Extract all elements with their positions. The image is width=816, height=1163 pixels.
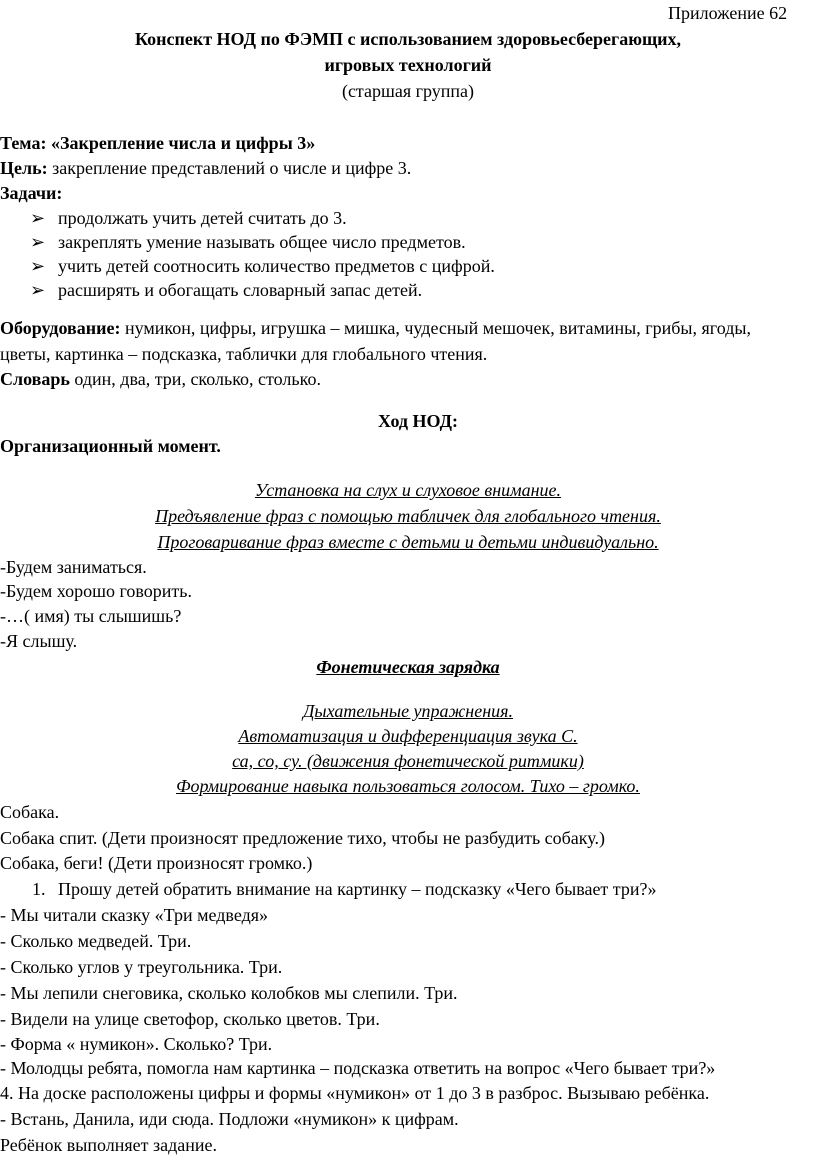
dialog-line: - Форма « нумикон». Сколько? Три. — [0, 1034, 273, 1054]
dog-line: Собака. — [0, 802, 60, 822]
title-line-1: Конспект НОД по ФЭМП с использованием здоровьесберегающих, — [134, 29, 682, 49]
dialog-line: Ребёнок выполняет задание. — [0, 1135, 218, 1155]
arrow-bullet-icon: ➢ — [30, 280, 46, 300]
tasks-label: Задачи: — [0, 183, 63, 203]
dog-line: Собака, беги! (Дети произносят громко.) — [0, 853, 313, 873]
dialog-line: - Сколько медведей. Три. — [0, 931, 192, 951]
org-moment-heading: Организационный момент. — [0, 436, 221, 456]
org-item: Установка на слух и слуховое внимание. — [254, 480, 562, 500]
phonetic-heading: Фонетическая зарядка — [316, 657, 500, 677]
task-item: ➢ закреплять умение называть общее число предметов. — [30, 232, 466, 252]
org-item: Предъявление фраз с помощью табличек для глобального чтения. — [155, 506, 661, 526]
appendix-label: Приложение 62 — [668, 3, 788, 23]
arrow-bullet-icon: ➢ — [30, 256, 46, 276]
course-heading: Ход НОД: — [378, 411, 459, 431]
dialog-line: - Молодцы ребята, помогла нам картинка – подсказка ответить на вопрос «Чего бывает три?» — [0, 1058, 716, 1078]
goal-text: закрепление представлений о числе и цифре 3. — [47, 158, 412, 178]
task-item: ➢ продолжать учить детей считать до 3. — [30, 208, 347, 228]
list-number: 1. — [32, 879, 46, 899]
dog-line: Собака спит. (Дети произносят предложение тихо, чтобы не разбудить собаку.) — [0, 828, 605, 848]
task-item: ➢ учить детей соотносить количество предметов с цифрой. — [30, 256, 495, 276]
equipment: Оборудование: нумикон, цифры, игрушка – мишка, чудесный мешочек, витамины, грибы, ягоды, — [0, 318, 751, 338]
org-item: Проговаривание фраз вместе с детьми и детьми индивидуально. — [157, 532, 659, 552]
phrase-line: -Будем хорошо говорить. — [0, 581, 192, 601]
vocabulary: Словарь один, два, три, сколько, столько. — [0, 369, 321, 389]
dialog-line: - Видели на улице светофор, сколько цветов. Три. — [0, 1009, 380, 1029]
task-item: ➢ расширять и обогащать словарный запас детей. — [30, 280, 423, 300]
phonetic-item: са, со, су. (движения фонетической ритмики) — [232, 751, 584, 771]
dialog-line: - Встань, Данила, иди сюда. Подложи «нумикон» к цифрам. — [0, 1109, 459, 1129]
arrow-bullet-icon: ➢ — [30, 208, 46, 228]
phrase-line: -Я слышу. — [0, 631, 78, 651]
dialog-line: - Сколько углов у треугольника. Три. — [0, 957, 283, 977]
equipment-label: Оборудование: — [0, 318, 121, 338]
phrase-line: -Будем заниматься. — [0, 557, 147, 577]
goal — [0, 157, 411, 179]
subtitle: (старшая группа) — [341, 81, 475, 101]
title-line-2: игровых технологий — [324, 55, 492, 75]
phonetic-item: Автоматизация и дифференциация звука С. — [238, 726, 578, 746]
dialog-line: - Мы читали сказку «Три медведя» — [0, 905, 269, 925]
phonetic-item: Формирование навыка пользоваться голосом. Тихо – громко. — [176, 776, 640, 796]
phrase-line: -…( имя) ты слышишь? — [0, 606, 182, 626]
goal-label: Цель: — [0, 158, 48, 178]
phonetic-item: Дыхательные упражнения. — [302, 701, 514, 721]
arrow-bullet-icon: ➢ — [30, 232, 46, 252]
dialog-line: 4. На доске расположены цифры и формы «нумикон» от 1 до 3 в разброс. Вызываю ребёнка. — [0, 1083, 710, 1103]
dialog-line: - Мы лепили снеговика, сколько колобков мы слепили. Три. — [0, 983, 458, 1003]
equipment-continued: цветы, картинка – подсказка, таблички для глобального чтения. — [0, 344, 488, 364]
vocabulary-label: Словарь — [0, 369, 70, 389]
numbered-item: 1. Прошу детей обратить внимание на картинку – подсказку «Чего бывает три?» — [32, 879, 657, 899]
topic: Тема: «Закрепление числа и цифры 3» — [0, 133, 316, 153]
